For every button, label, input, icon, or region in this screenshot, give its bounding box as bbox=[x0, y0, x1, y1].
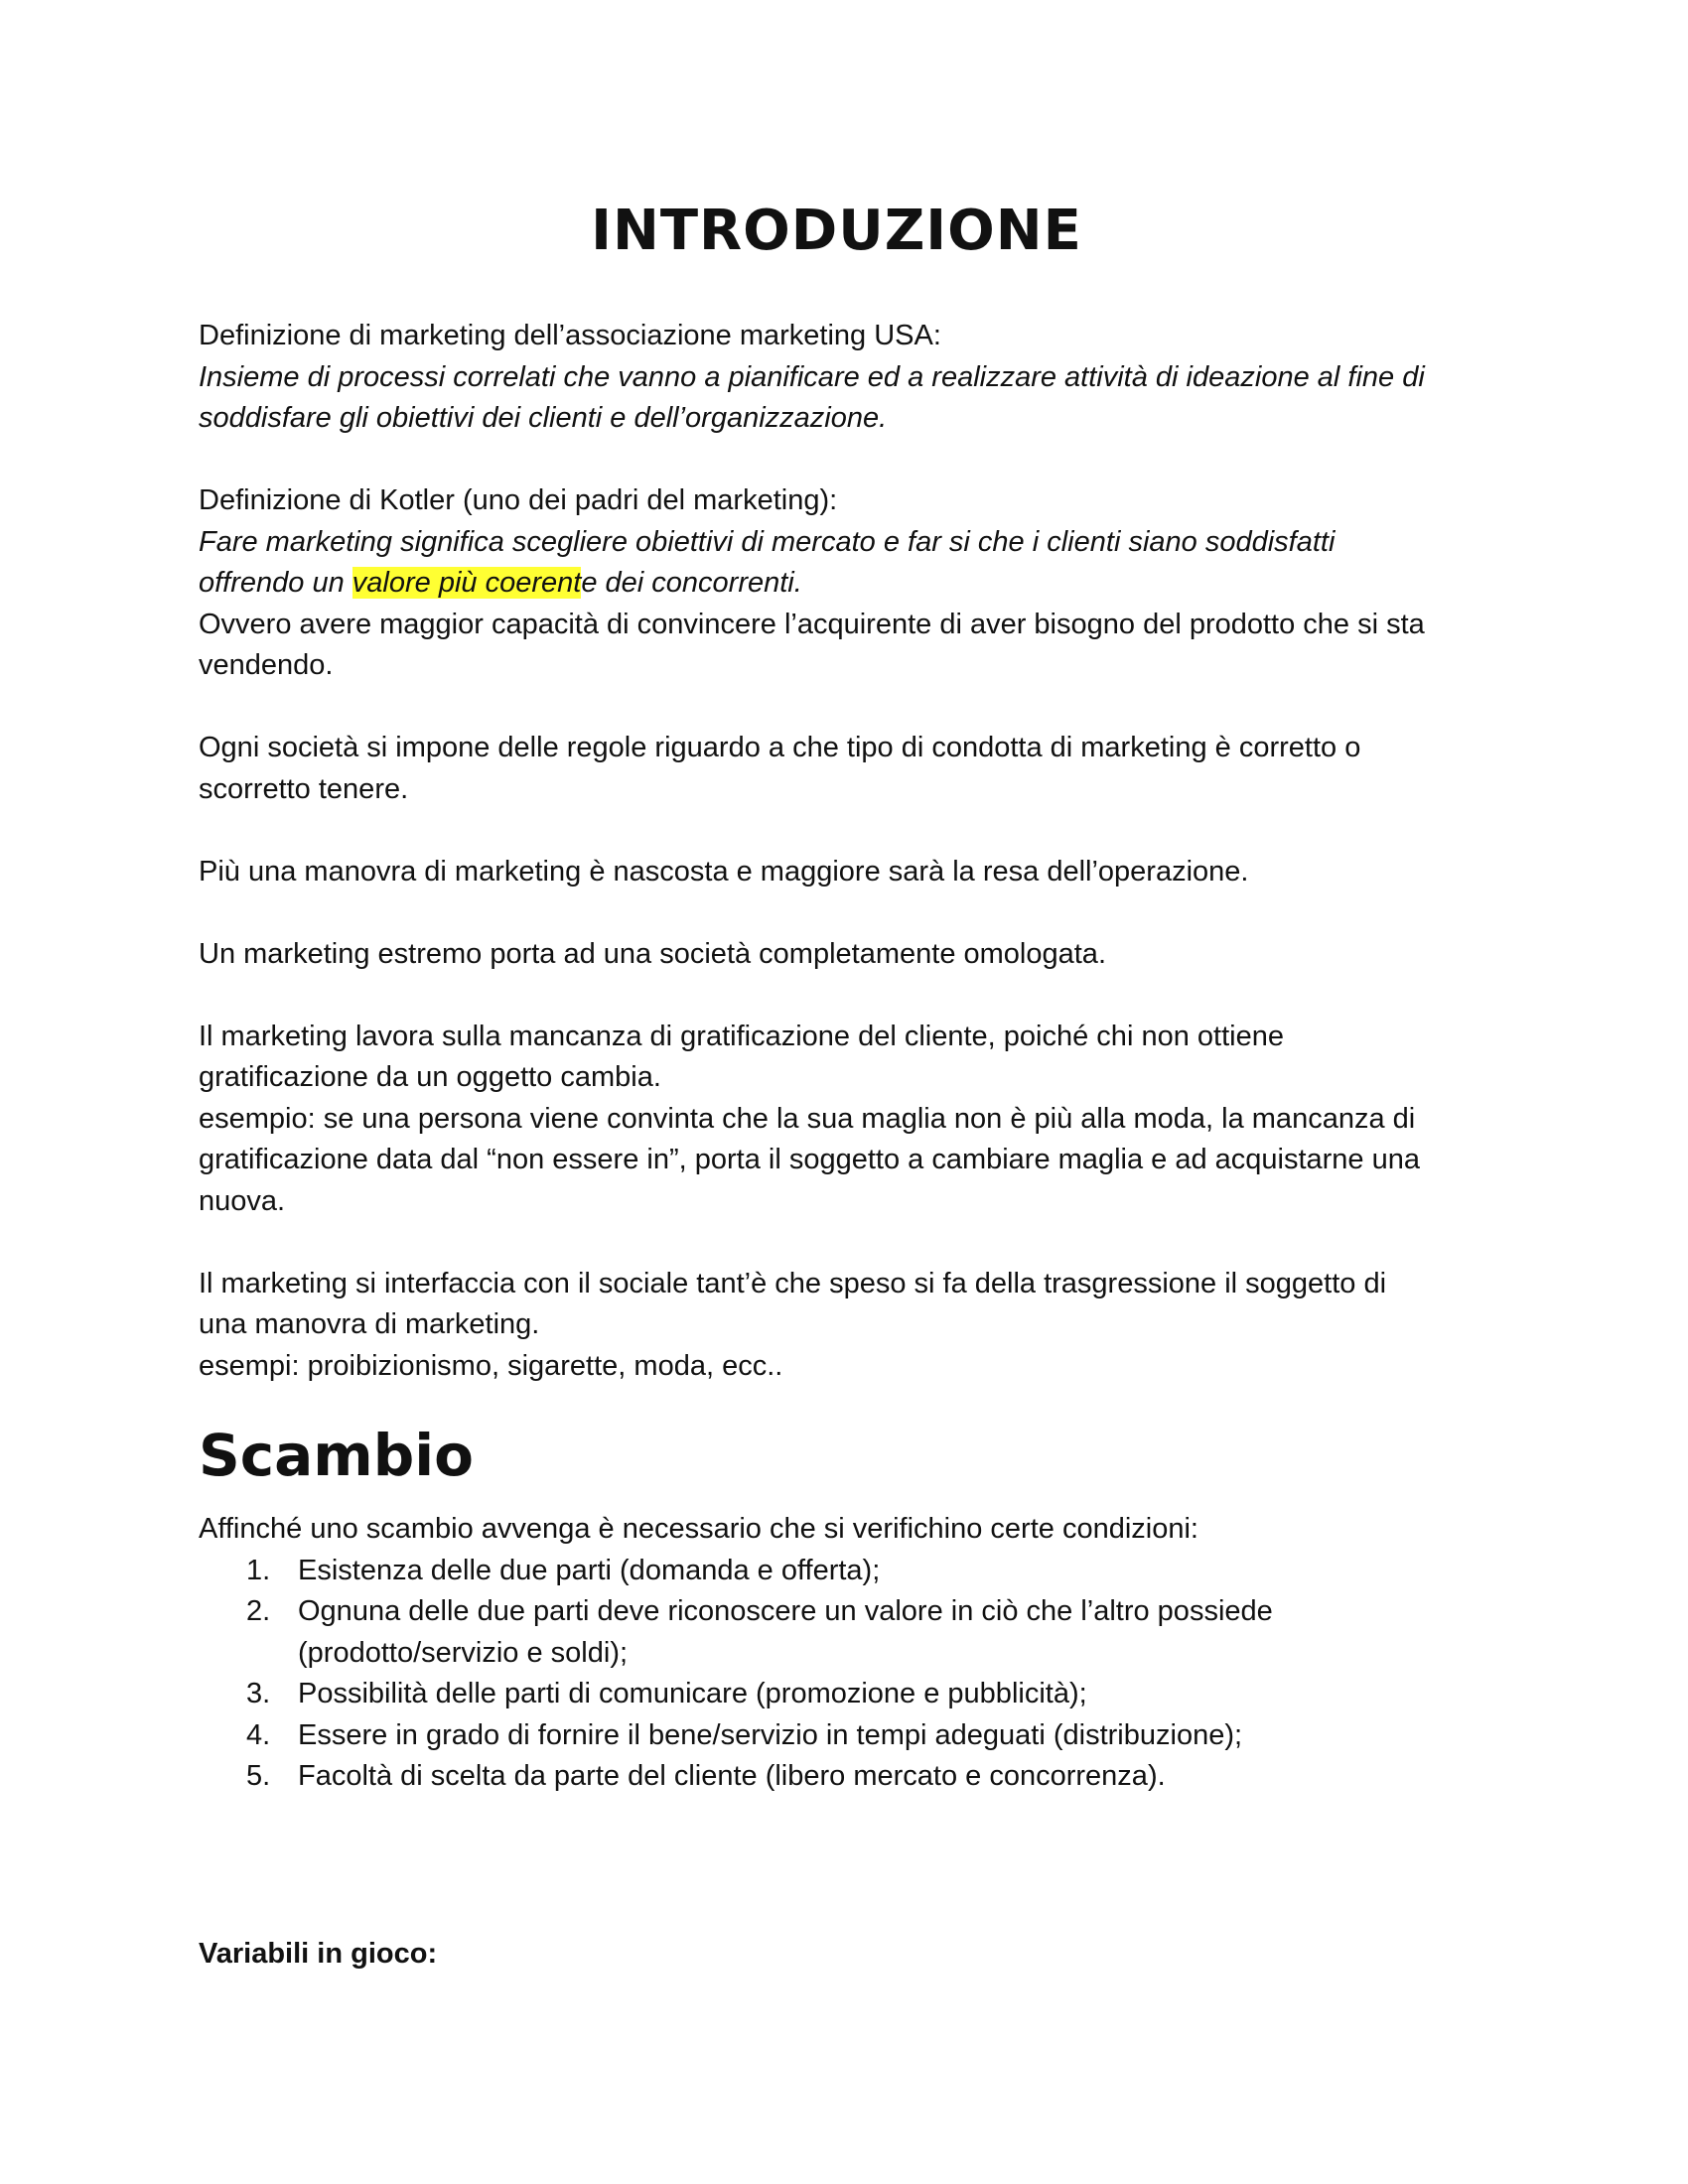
text-line: Insieme di processi correlati che vanno a pianificare ed a realizzare attività di ideazione al fine di bbox=[199, 360, 1425, 393]
text-line: vendendo. bbox=[199, 649, 334, 681]
list-item-text: Facoltà di scelta da parte del cliente (libero mercato e concorrenza). bbox=[298, 1760, 1166, 1792]
text-line: esempio: se una persona viene convinta che la sua maglia non è più alla moda, la mancanza di bbox=[199, 1102, 1416, 1135]
text-line: Il marketing lavora sulla mancanza di gratificazione del cliente, poiché chi non ottiene bbox=[199, 1020, 1284, 1052]
page-title: INTRODUZIONE bbox=[591, 199, 1082, 263]
text-line: esempi: proibizionismo, sigarette, moda, ecc.. bbox=[199, 1349, 783, 1382]
text-line: gratificazione data dal “non essere in”, porta il soggetto a cambiare maglia e ad acquistarne una bbox=[199, 1144, 1421, 1175]
list-item-text: Possibilità delle parti di comunicare (promozione e pubblicità); bbox=[298, 1678, 1087, 1709]
list-item bbox=[199, 1674, 1519, 1715]
paragraph-usa-definition bbox=[199, 316, 1519, 440]
list-item-text: Esistenza delle due parti (domanda e offerta); bbox=[298, 1554, 881, 1586]
list-number: 5. bbox=[246, 1760, 271, 1792]
list-item-text: Ognuna delle due parti deve riconoscere un valore in ciò che l’altro possiede bbox=[298, 1595, 1273, 1627]
paragraph-kotler-definition bbox=[199, 480, 1519, 687]
list-item bbox=[199, 1551, 1519, 1592]
paragraph-society-rules bbox=[199, 728, 1519, 810]
text-line: Definizione di marketing dell’associazione marketing USA: bbox=[199, 320, 941, 351]
scambio-section bbox=[199, 1509, 1519, 1798]
text-line: gratificazione da un oggetto cambia. bbox=[199, 1061, 661, 1093]
list-number: 3. bbox=[246, 1678, 271, 1709]
list-item-text: (prodotto/servizio e soldi); bbox=[298, 1636, 629, 1669]
text-line: Un marketing estremo porta ad una società completamente omologata. bbox=[199, 937, 1106, 970]
text-line: Fare marketing significa scegliere obiettivi di mercato e far si che i clienti siano soddisfatti bbox=[199, 525, 1336, 558]
list-item bbox=[199, 1715, 1519, 1757]
text-line: nuova. bbox=[199, 1184, 286, 1217]
subheading-variabili: Variabili in gioco: bbox=[199, 1938, 438, 1970]
list-item bbox=[199, 1591, 1519, 1674]
text-line: una manovra di marketing. bbox=[199, 1308, 540, 1340]
paragraph-extreme-marketing bbox=[199, 934, 1519, 976]
paragraph-gratification bbox=[199, 1017, 1519, 1223]
text-line: Affinché uno scambio avvenga è necessario che si verifichino certe condizioni: bbox=[199, 1513, 1198, 1545]
text-fragment: e dei concorrenti. bbox=[581, 567, 802, 599]
list-item-text: Essere in grado di fornire il bene/servizio in tempi adeguati (distribuzione); bbox=[298, 1718, 1243, 1751]
list-number: 4. bbox=[246, 1718, 271, 1751]
text-line: soddisfare gli obiettivi dei clienti e dell’organizzazione. bbox=[199, 402, 888, 434]
text-fragment: offrendo un bbox=[199, 567, 352, 599]
text-line: Definizione di Kotler (uno dei padri del marketing): bbox=[199, 484, 838, 516]
list-item bbox=[199, 1756, 1519, 1798]
text-line: scorretto tenere. bbox=[199, 772, 409, 805]
text-line: Il marketing si interfaccia con il sociale tant’è che speso si fa della trasgressione il soggetto di bbox=[199, 1267, 1387, 1299]
conditions-list bbox=[199, 1551, 1519, 1798]
list-number: 1. bbox=[246, 1554, 271, 1586]
text-line: Più una manovra di marketing è nascosta e maggiore sarà la resa dell’operazione. bbox=[199, 855, 1249, 887]
intro-section bbox=[199, 316, 1519, 1387]
text-line: Ogni società si impone delle regole riguardo a che tipo di condotta di marketing è corretto o bbox=[199, 732, 1361, 763]
text-line bbox=[199, 563, 1519, 605]
paragraph-hidden-manoeuvre bbox=[199, 852, 1519, 893]
section-heading-scambio: Scambio bbox=[199, 1422, 474, 1489]
highlighted-text: valore più coerent bbox=[352, 567, 582, 599]
paragraph-social bbox=[199, 1264, 1519, 1388]
list-number: 2. bbox=[246, 1595, 271, 1627]
text-line: Ovvero avere maggior capacità di convincere l’acquirente di aver bisogno del prodotto che si sta bbox=[199, 608, 1425, 640]
